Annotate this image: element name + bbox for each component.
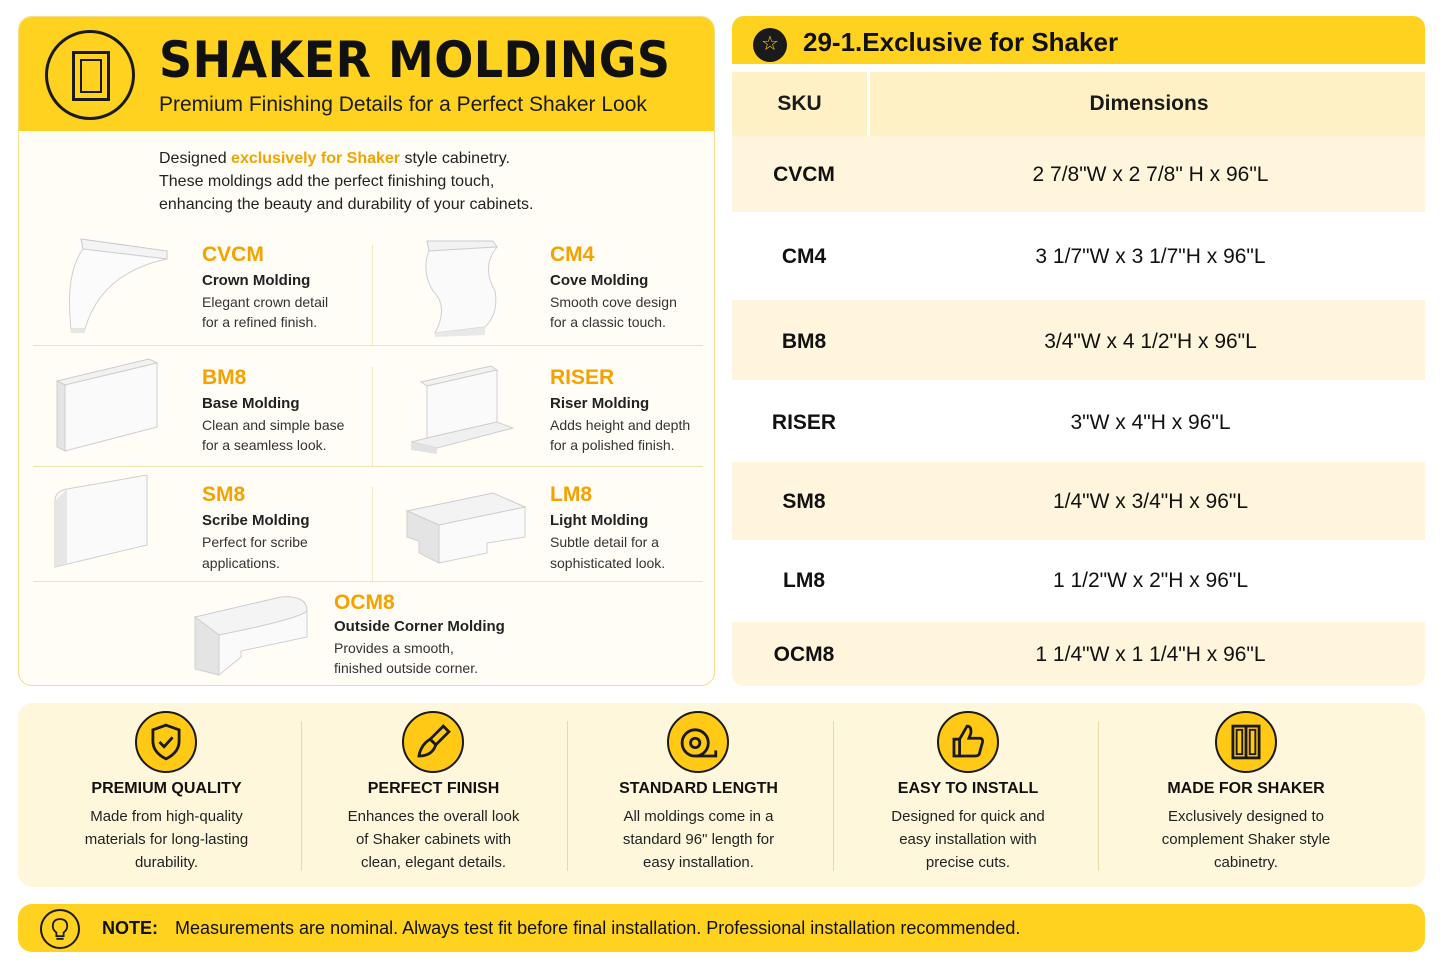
feature-desc: Enhances the overall look of Shaker cabinets with clean, elegant details.: [347, 808, 520, 871]
product-code: SM8: [202, 483, 246, 506]
sku-cell: SM8: [782, 490, 826, 513]
product-desc: sophisticated look.: [550, 555, 666, 571]
base-molding-image: [53, 357, 163, 453]
sku-cell: RISER: [771, 411, 837, 434]
divider: [33, 345, 703, 346]
page-subtitle: Premium Finishing Details for a Perfect Shaker Look: [159, 93, 647, 116]
divider: [372, 245, 373, 345]
product-desc: Provides a smooth,: [334, 640, 454, 656]
product-code: CVCM: [202, 243, 264, 266]
product-code: CM4: [550, 243, 595, 266]
features-bar: [18, 703, 1425, 887]
product-code: OCM8: [334, 591, 395, 614]
product-desc: Adds height and depth: [550, 417, 691, 433]
dimensions-cell: 3 1/7"W x 3 1/7"H x 96"L: [1035, 245, 1266, 268]
table-row: [732, 622, 1425, 686]
dimensions-cell: 2 7/8"W x 2 7/8" H x 96"L: [1032, 163, 1269, 186]
product-desc: applications.: [202, 555, 280, 571]
sku-cell: LM8: [783, 569, 825, 592]
divider: [372, 487, 373, 581]
feature-standard-length: [567, 703, 830, 887]
product-desc: Perfect for scribe: [202, 534, 308, 550]
product-desc: for a classic touch.: [550, 314, 666, 330]
feature-title: PERFECT FINISH: [367, 780, 500, 797]
divider: [372, 367, 373, 467]
feature-easy-to-install: [833, 703, 1103, 887]
feature-title: STANDARD LENGTH: [619, 780, 778, 797]
product-desc: Clean and simple base: [202, 417, 345, 433]
light-molding-image: [403, 491, 529, 571]
divider: [33, 581, 703, 582]
table-row: [732, 462, 1425, 540]
feature-desc: Exclusively designed to complement Shaker style cabinetry.: [1161, 808, 1331, 871]
scribe-molding-image: [51, 475, 151, 569]
product-name: Crown Molding: [202, 272, 311, 289]
column-header-sku: SKU: [732, 72, 870, 150]
feature-title: MADE FOR SHAKER: [1167, 780, 1325, 797]
note-text: Measurements are nominal. Always test fit before final installation. Professional installation recommended.: [175, 918, 1021, 938]
feature-desc: Designed for quick and easy installation with precise cuts.: [891, 808, 1045, 871]
dimensions-cell: 1/4"W x 3/4"H x 96"L: [1052, 490, 1249, 513]
product-desc: for a polished finish.: [550, 437, 675, 453]
product-name: Light Molding: [550, 512, 649, 529]
tape-measure-icon: [667, 711, 729, 773]
note-label: NOTE:: [102, 918, 158, 938]
paintbrush-icon: [402, 711, 464, 773]
star-icon: ☆: [753, 28, 787, 62]
feature-made-for-shaker: [1108, 703, 1384, 887]
product-name: Scribe Molding: [202, 512, 310, 529]
table-row: [732, 540, 1425, 622]
lightbulb-icon: [40, 909, 80, 949]
product-code: LM8: [550, 483, 592, 506]
sku-cell: CVCM: [773, 163, 835, 186]
riser-molding-image: [407, 362, 517, 458]
cabinet-icon: [1215, 711, 1277, 773]
feature-desc: Made from high-quality materials for long-lasting durability.: [84, 808, 249, 871]
product-name: Outside Corner Molding: [334, 618, 505, 635]
cove-molding-image: [419, 237, 509, 339]
feature-title: PREMIUM QUALITY: [91, 780, 242, 797]
sku-cell: BM8: [781, 330, 827, 353]
product-code: RISER: [550, 366, 615, 389]
product-desc: Elegant crown detail: [202, 294, 329, 310]
dimensions-cell: 1 1/2"W x 2"H x 96"L: [1052, 569, 1249, 592]
cabinet-door-icon: [45, 30, 135, 120]
product-name: Cove Molding: [550, 272, 649, 289]
product-desc: for a refined finish.: [202, 314, 318, 330]
table-row: [732, 300, 1425, 380]
feature-premium-quality: [34, 703, 299, 887]
dimensions-cell: 3/4"W x 4 1/2"H x 96"L: [1044, 330, 1257, 353]
divider: [1098, 721, 1099, 871]
intro-text: Designed exclusively for Shaker style cabinetry. These moldings add the perfect finishing touch, enhancing the beauty and durability of your cabinets.: [159, 150, 534, 213]
dimensions-table: [732, 16, 1425, 686]
product-desc: Subtle detail for a: [550, 534, 659, 550]
product-panel: [18, 16, 715, 686]
note-bar: [18, 904, 1425, 952]
crown-molding-image: [41, 233, 171, 333]
table-row: [732, 212, 1425, 300]
sku-cell: CM4: [781, 245, 827, 268]
product-name: Base Molding: [202, 395, 300, 412]
product-name: Riser Molding: [550, 395, 650, 412]
feature-title: EASY TO INSTALL: [897, 780, 1039, 797]
column-header-dimensions: Dimensions: [1089, 92, 1209, 115]
divider: [33, 466, 703, 467]
panel-header: [19, 17, 714, 131]
page-title: SHAKER MOLDINGS: [159, 31, 671, 89]
feature-perfect-finish: [301, 703, 566, 887]
product-desc: Smooth cove design: [550, 294, 677, 310]
table-title: 29-1.Exclusive for Shaker: [803, 27, 1119, 57]
intro-highlight: exclusively for Shaker: [231, 150, 401, 167]
dimensions-cell: 3"W x 4"H x 96"L: [1070, 411, 1231, 434]
product-desc: for a seamless look.: [202, 437, 327, 453]
table-header-bar: [732, 16, 1425, 68]
outside-corner-molding-image: [189, 593, 315, 677]
shield-check-icon: [135, 711, 197, 773]
sku-cell: OCM8: [773, 643, 835, 666]
table-row: [732, 136, 1425, 212]
product-code: BM8: [202, 366, 247, 389]
dimensions-cell: 1 1/4"W x 1 1/4"H x 96"L: [1035, 643, 1266, 666]
feature-desc: All moldings come in a standard 96" length for easy installation.: [622, 808, 775, 871]
product-desc: finished outside corner.: [334, 660, 478, 676]
thumbs-up-icon: [937, 711, 999, 773]
table-row: [732, 380, 1425, 462]
